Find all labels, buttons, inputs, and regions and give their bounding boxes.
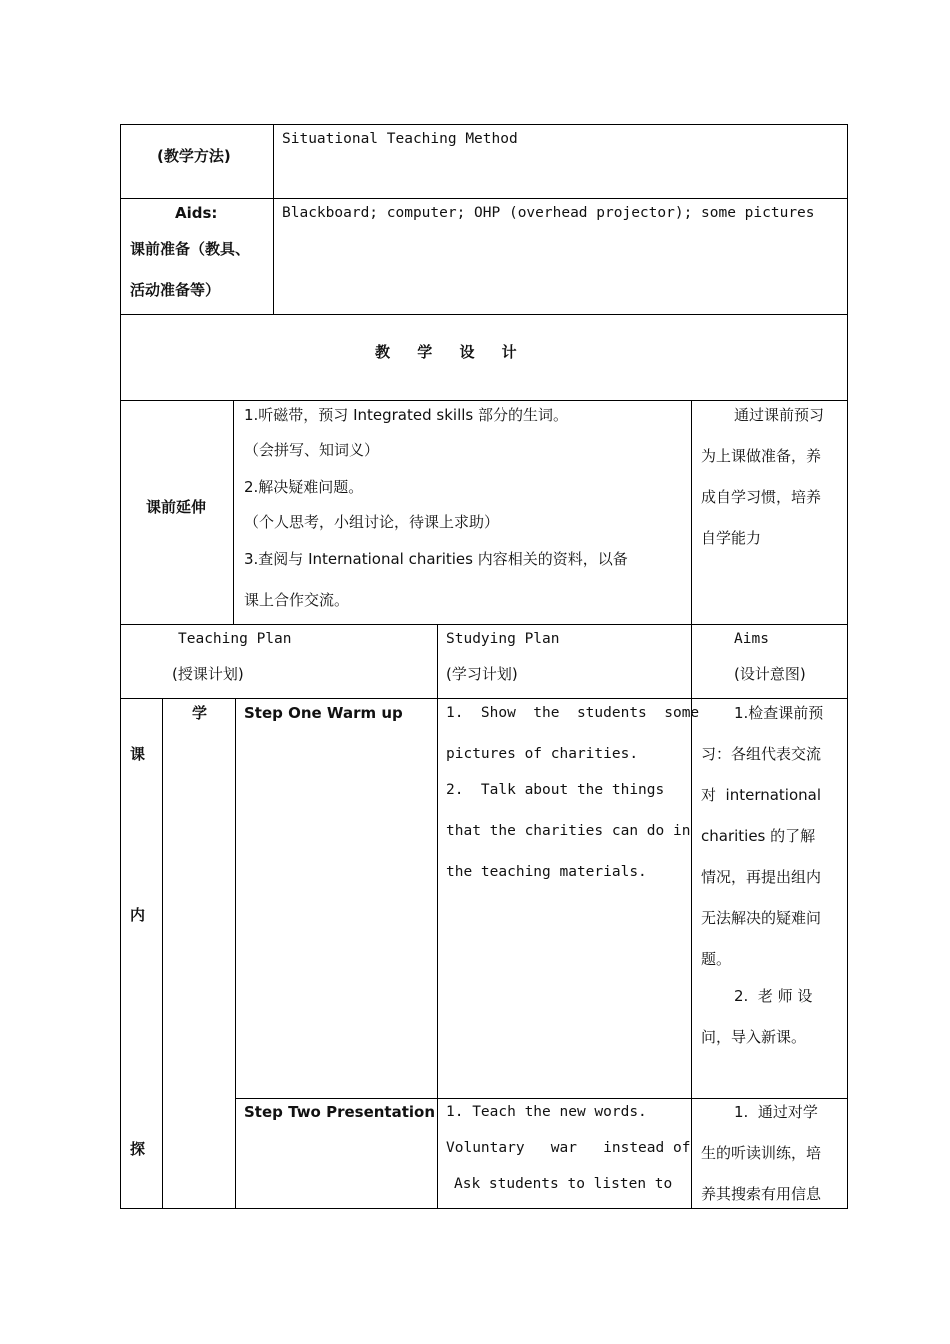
table-bottom-border	[120, 1208, 848, 1209]
teaching-plan-header: Teaching Plan	[178, 631, 292, 647]
preview-line: 2.解决疑难问题。	[244, 478, 364, 496]
step-two-aim-line: 生的听读训练，培	[701, 1144, 822, 1162]
step-one-title: Step One Warm up	[244, 704, 403, 722]
step-one-aim-line: 1.检查课前预	[734, 704, 824, 722]
sub-label: 学	[192, 704, 208, 722]
aims-header: Aims	[734, 631, 769, 647]
step-two-study-line: Voluntary war instead of	[446, 1140, 691, 1156]
row-divider-aids	[120, 314, 848, 315]
step-one-aim-line: 情况，再提出组内	[701, 868, 822, 886]
studying-plan-header: Studying Plan	[446, 631, 560, 647]
preview-aim-line: 通过课前预习	[734, 406, 825, 424]
preview-label: 课前延伸	[146, 498, 207, 516]
row-divider-design	[120, 400, 848, 401]
table-left-border	[120, 124, 121, 1209]
aids-value: Blackboard; computer; OHP (overhead projector); some pictures	[282, 205, 815, 221]
step-two-aim-line: 养其搜索有用信息	[701, 1185, 822, 1203]
side-label: 内	[130, 906, 146, 924]
preview-aim-line: 成自学习惯，培养	[701, 488, 822, 506]
col-divider-sub-label	[235, 698, 236, 1209]
method-value: Situational Teaching Method	[282, 131, 518, 147]
preview-line: 1.听磁带，预习 Integrated skills 部分的生词。	[244, 406, 568, 424]
step-one-aim-line: 题。	[701, 950, 732, 968]
aids-label-cn-2: 活动准备等）	[130, 281, 221, 299]
col-divider-side-label	[162, 698, 163, 1209]
preview-aim-line: 为上课做准备，养	[701, 447, 822, 465]
step-two-study-line: Ask students to listen to	[454, 1176, 673, 1192]
table-top-border	[120, 124, 848, 125]
col-divider-studying	[437, 624, 438, 1209]
row-divider-method	[120, 198, 848, 199]
table-right-border	[847, 124, 848, 1209]
studying-plan-header-cn: (学习计划)	[446, 665, 518, 683]
step-two-study-line: 1. Teach the new words.	[446, 1104, 647, 1120]
col-divider-preview-label	[233, 400, 234, 624]
step-one-aim-line: 习：各组代表交流	[701, 745, 822, 763]
step-one-study-line: 1. Show the students some	[446, 705, 700, 721]
step-one-aim-line: charities 的了解	[701, 827, 816, 845]
step-one-study-line: 2. Talk about the things	[446, 782, 665, 798]
design-title: 教 学 设 计	[375, 343, 517, 361]
step-one-study-line: pictures of charities.	[446, 746, 639, 762]
aids-label-en: Aids:	[175, 204, 218, 222]
col-divider-top	[273, 124, 274, 314]
side-label: 课	[130, 745, 146, 763]
preview-line: （会拼写、知词义）	[244, 441, 380, 459]
preview-line: 3.查阅与 International charities 内容相关的资料，以备	[244, 550, 628, 568]
aids-label-cn-1: 课前准备（教具、	[130, 240, 251, 258]
step-one-aim-line: 无法解决的疑难问	[701, 909, 822, 927]
side-label: 探	[130, 1140, 146, 1158]
row-divider-headers	[120, 698, 848, 699]
step-one-aim-line: 问，导入新课。	[701, 1028, 807, 1046]
teaching-plan-header-cn: (授课计划)	[172, 665, 244, 683]
step-two-aim-line: 1. 通过对学	[734, 1103, 818, 1121]
aims-header-cn: (设计意图)	[734, 665, 806, 683]
method-label: (教学方法)	[157, 147, 231, 165]
row-divider-preview	[120, 624, 848, 625]
col-divider-aims	[691, 400, 692, 1209]
step-one-aim-line: 对 international	[701, 786, 822, 804]
step-two-title: Step Two Presentation	[244, 1103, 436, 1121]
preview-line: （个人思考，小组讨论，待课上求助）	[244, 513, 500, 531]
step-one-study-line: the teaching materials.	[446, 864, 647, 880]
step-one-study-line: that the charities can do in	[446, 823, 691, 839]
preview-line: 课上合作交流。	[244, 591, 350, 609]
row-divider-step1	[235, 1098, 848, 1099]
preview-aim-line: 自学能力	[701, 529, 762, 547]
step-one-aim-line: 2. 老 师 设	[734, 987, 813, 1005]
